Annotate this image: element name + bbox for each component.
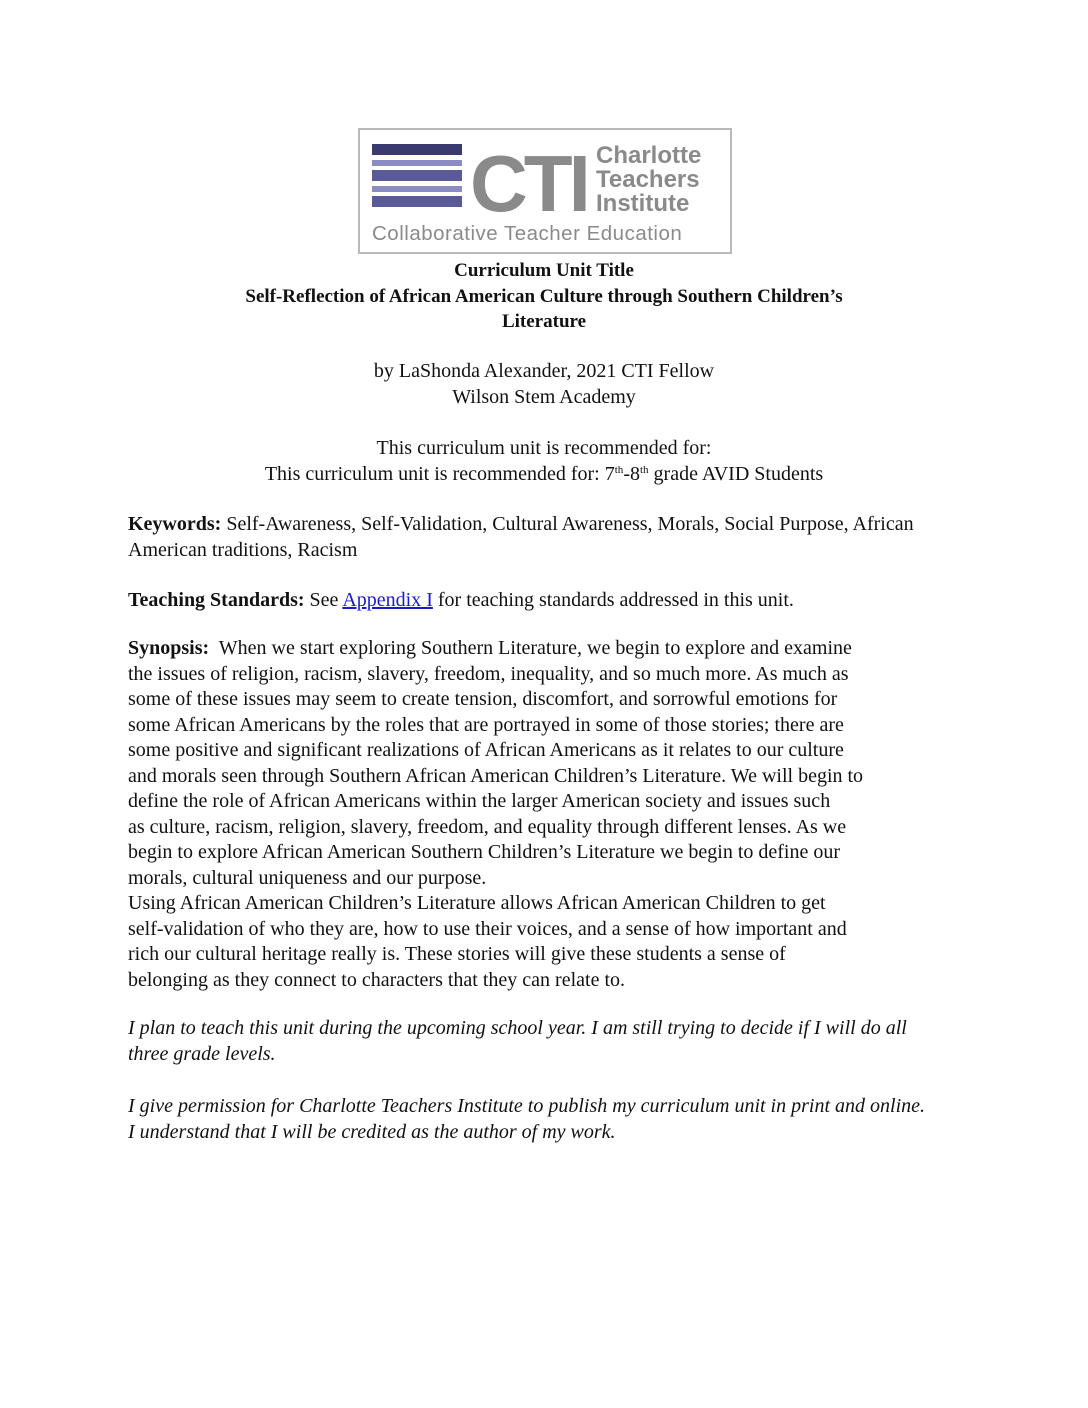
plan-statement: I plan to teach this unit during the upcoming school year. I am still trying to decide if I will do all three grade levels. [128, 1017, 907, 1065]
synopsis-line: and morals seen through Southern African American Children’s Literature. We will begin to [128, 764, 864, 787]
author-school: Wilson Stem Academy [452, 385, 636, 408]
synopsis-line: some of these issues may seem to create tension, discomfort, and sorrowful emotions for [128, 688, 838, 710]
author-byline: by LaShonda Alexander, 2021 CTI Fellow [373, 360, 715, 382]
logo-acronym: CTI [470, 139, 587, 228]
logo-name-line1: Charlotte [596, 142, 702, 169]
synopsis-line: begin to explore African American Southern Children’s Literature we begin to define our [128, 841, 841, 863]
synopsis-label: Synopsis: [128, 637, 210, 659]
recommendation-dash: -8 [623, 462, 640, 485]
synopsis-line: some positive and significant realizations of African Americans as it relates to our culture [128, 739, 844, 761]
logo-bar-top [372, 144, 462, 155]
teaching-standards-label: Teaching Standards: [128, 589, 305, 611]
recommendation-prefix: This curriculum unit is recommended for: 7 [264, 462, 615, 485]
logo-bar-thin-1 [372, 160, 462, 166]
unit-title-line2: Literature [501, 311, 587, 332]
author-block [128, 359, 960, 410]
synopsis-line: morals, cultural uniqueness and our purpose. [128, 866, 487, 889]
permission-statement: I give permission for Charlotte Teachers Institute to publish my curriculum unit in print and online. I understand that I will be credited as the author of my work. [128, 1095, 926, 1143]
appendix-link[interactable]: Appendix I [342, 589, 433, 611]
recommendation-sup1: th [614, 463, 624, 476]
logo-name-line3: Institute [596, 190, 690, 217]
cti-logo-graphic [360, 130, 730, 252]
keywords-label: Keywords: [128, 513, 222, 535]
synopsis-line-text: When we start exploring Southern Literature, we begin to explore and examine [209, 637, 852, 659]
synopsis-line: belonging as they connect to characters that they can relate to. [128, 968, 626, 991]
recommendation-line1: This curriculum unit is recommended for: [376, 437, 712, 459]
synopsis-line: Using African American Children’s Literature allows African American Children to get [128, 892, 826, 914]
recommendation-sup2: th [639, 463, 649, 476]
synopsis-line [128, 636, 928, 662]
synopsis-line: define the role of African Americans within the larger American society and issues such [128, 790, 831, 812]
teaching-standards-before: See [304, 589, 343, 611]
synopsis-paragraph [128, 636, 928, 993]
synopsis-line: self-validation of who they are, how to use their voices, and a sense of how important and [128, 917, 847, 940]
synopsis-line: the issues of religion, racism, slavery, freedom, inequality, and so much more. As much as [128, 662, 849, 685]
recommendation-block [128, 436, 960, 487]
keywords-text: Self-Awareness, Self-Validation, Cultural Awareness, Morals, Social Purpose, African American traditions, Racism [128, 513, 914, 561]
unit-title-block [128, 258, 960, 335]
logo-name-line2: Teachers [596, 166, 700, 193]
recommendation-line2 [128, 462, 960, 488]
logo-tagline: Collaborative Teacher Education [372, 222, 683, 245]
cti-logo [358, 128, 732, 254]
keywords-paragraph [128, 512, 928, 563]
unit-title-line1: Self-Reflection of African American Culture through Southern Children’s [245, 285, 843, 307]
synopsis-line: as culture, racism, religion, slavery, freedom, and equality through different lenses. As we [128, 815, 847, 838]
teaching-standards-after: for teaching standards addressed in this unit. [432, 589, 794, 611]
logo-bar-bottom [372, 196, 462, 207]
teaching-standards-paragraph [128, 588, 928, 614]
synopsis-line: rich our cultural heritage really is. These stories will give these students a sense of [128, 943, 786, 965]
recommendation-suffix: grade AVID Students [648, 462, 824, 485]
logo-bar-mid [372, 170, 462, 181]
unit-title-heading: Curriculum Unit Title [454, 260, 634, 281]
logo-bar-thin-2 [372, 186, 462, 192]
synopsis-line: some African Americans by the roles that are portrayed in some of those stories; there are [128, 713, 844, 736]
